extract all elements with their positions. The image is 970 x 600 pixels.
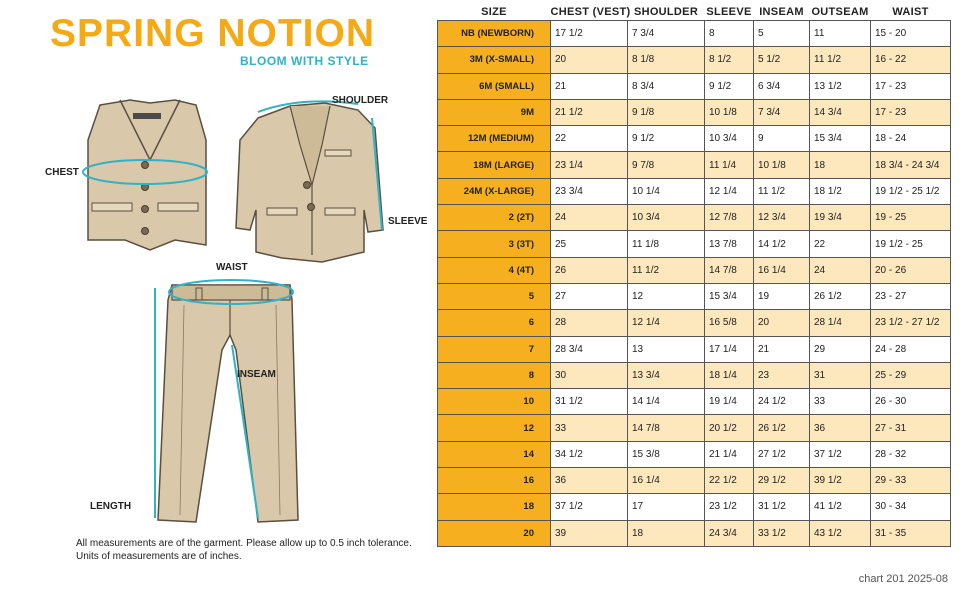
size-cell: 12 [438,415,551,441]
table-row [438,283,951,309]
measurement-cell: 23 3/4 [551,178,628,204]
column-header: SIZE [481,6,507,18]
measurement-cell: 10 1/8 [705,99,754,125]
measurement-cell: 41 1/2 [810,494,871,520]
measurement-cell: 8 1/8 [628,47,705,73]
measurement-cell: 24 - 28 [871,336,951,362]
table-row [438,231,951,257]
measurement-cell: 11 1/2 [628,257,705,283]
measurement-cell: 26 - 30 [871,389,951,415]
size-cell: 10 [438,389,551,415]
size-cell: 6M (SMALL) [438,73,551,99]
measurement-cell: 28 1/4 [810,310,871,336]
measurement-cell: 7 3/4 [628,21,705,47]
measurement-cell: 23 1/2 [705,494,754,520]
measurement-cell: 16 1/4 [628,468,705,494]
table-row [438,520,951,546]
measurement-cell: 12 7/8 [705,205,754,231]
measurement-cell: 31 - 35 [871,520,951,546]
table-row [438,336,951,362]
measurement-note [76,537,412,563]
measurement-cell: 17 1/4 [705,336,754,362]
jacket-illustration [236,101,383,262]
measurement-cell: 31 1/2 [551,389,628,415]
measurement-cell: 37 1/2 [551,494,628,520]
measurement-cell: 26 [551,257,628,283]
measurement-cell: 23 [754,362,810,388]
measurement-cell: 18 1/4 [705,362,754,388]
size-cell: 16 [438,468,551,494]
measurement-cell: 29 1/2 [754,468,810,494]
shoulder-label: SHOULDER [332,95,389,106]
measurement-cell: 16 1/4 [754,257,810,283]
table-row [438,99,951,125]
measurement-cell: 25 [551,231,628,257]
measurement-cell: 34 1/2 [551,441,628,467]
size-cell: 18 [438,494,551,520]
column-header: SHOULDER [633,6,699,18]
table-row [438,389,951,415]
measurement-cell: 12 1/4 [705,178,754,204]
table-row [438,257,951,283]
column-header: INSEAM [759,6,804,18]
measurement-cell: 19 1/2 - 25 1/2 [871,178,951,204]
measurement-cell: 20 1/2 [705,415,754,441]
measurement-cell: 24 [810,257,871,283]
size-cell: 12M (MEDIUM) [438,126,551,152]
measurement-cell: 15 3/8 [628,441,705,467]
brand-name: SPRING NOTION [50,12,376,55]
measurement-cell: 15 3/4 [705,283,754,309]
measurement-cell: 19 1/2 - 25 [871,231,951,257]
measurement-cell: 39 1/2 [810,468,871,494]
measurement-cell: 10 1/4 [628,178,705,204]
table-row [438,494,951,520]
size-cell: 3M (X-SMALL) [438,47,551,73]
length-label: LENGTH [90,501,132,512]
table-body [438,21,951,547]
brand-tagline: BLOOM WITH STYLE [240,54,369,68]
table-row [438,152,951,178]
measurement-cell: 26 1/2 [810,283,871,309]
measurement-cell: 19 1/4 [705,389,754,415]
measurement-cell: 9 1/2 [705,73,754,99]
measurement-cell: 30 - 34 [871,494,951,520]
measurement-cell: 9 [754,126,810,152]
size-cell: 6 [438,310,551,336]
measurement-cell: 10 3/4 [705,126,754,152]
measurement-cell: 14 7/8 [705,257,754,283]
measurement-cell: 13 7/8 [705,231,754,257]
size-cell: NB (NEWBORN) [438,21,551,47]
measurement-cell: 20 [754,310,810,336]
measurement-cell: 26 1/2 [754,415,810,441]
measurement-cell: 24 3/4 [705,520,754,546]
measurement-cell: 36 [810,415,871,441]
measurement-cell: 8 3/4 [628,73,705,99]
measurement-cell: 27 [551,283,628,309]
table-row [438,468,951,494]
measurement-cell: 5 1/2 [754,47,810,73]
measurement-cell: 16 - 22 [871,47,951,73]
measurement-cell: 10 3/4 [628,205,705,231]
measurement-cell: 24 1/2 [754,389,810,415]
size-cell: 24M (X-LARGE) [438,178,551,204]
measurement-cell: 31 [810,362,871,388]
measurement-cell: 27 1/2 [754,441,810,467]
table-row [438,21,951,47]
size-cell: 9M [438,99,551,125]
measurement-cell: 37 1/2 [810,441,871,467]
size-cell: 8 [438,362,551,388]
measurement-cell: 15 - 20 [871,21,951,47]
measurement-cell: 9 1/2 [628,126,705,152]
measurement-cell: 9 7/8 [628,152,705,178]
measurement-cell: 18 1/2 [810,178,871,204]
measurement-cell: 12 3/4 [754,205,810,231]
column-header: SLEEVE [706,6,752,18]
table-row [438,415,951,441]
measurement-cell: 8 1/2 [705,47,754,73]
measurement-cell: 23 1/2 - 27 1/2 [871,310,951,336]
measurement-cell: 14 1/2 [754,231,810,257]
measurement-cell: 11 1/2 [810,47,871,73]
measurement-cell: 12 [628,283,705,309]
measurement-cell: 16 5/8 [705,310,754,336]
measurement-cell: 11 [810,21,871,47]
measurement-cell: 13 [628,336,705,362]
measurement-cell: 18 - 24 [871,126,951,152]
measurement-cell: 11 1/4 [705,152,754,178]
measurement-cell: 10 1/8 [754,152,810,178]
measurement-cell: 19 3/4 [810,205,871,231]
measurement-cell: 43 1/2 [810,520,871,546]
size-table [437,4,951,547]
measurement-cell: 8 [705,21,754,47]
measurement-cell: 6 3/4 [754,73,810,99]
measurement-cell: 17 - 23 [871,99,951,125]
note-line-1: All measurements are of the garment. Please allow up to 0.5 inch tolerance. [76,538,412,549]
table-row [438,47,951,73]
measurement-cell: 33 1/2 [754,520,810,546]
measurement-cell: 18 [628,520,705,546]
chart-code: chart 201 2025-08 [858,573,948,585]
measurement-cell: 20 - 26 [871,257,951,283]
measurement-cell: 23 1/4 [551,152,628,178]
brand-logo [50,10,376,68]
measurement-cell: 33 [551,415,628,441]
note-line-2: Units of measurements are of inches. [76,551,242,562]
measurement-cell: 17 1/2 [551,21,628,47]
measurement-cell: 14 7/8 [628,415,705,441]
measurement-cell: 11 1/8 [628,231,705,257]
measurement-cell: 24 [551,205,628,231]
measurement-cell: 14 3/4 [810,99,871,125]
size-cell: 3 (3T) [438,231,551,257]
table-row [438,441,951,467]
measurement-cell: 28 - 32 [871,441,951,467]
measurement-cell: 25 - 29 [871,362,951,388]
measurement-cell: 21 1/2 [551,99,628,125]
table-row [438,73,951,99]
table-row [438,362,951,388]
measurement-cell: 27 - 31 [871,415,951,441]
size-cell: 2 (2T) [438,205,551,231]
measurement-cell: 13 3/4 [628,362,705,388]
measurement-cell: 22 1/2 [705,468,754,494]
measurement-cell: 23 - 27 [871,283,951,309]
measurement-cell: 29 - 33 [871,468,951,494]
measurement-cell: 15 3/4 [810,126,871,152]
table-header-row [438,4,951,21]
column-header: WAIST [892,6,929,18]
size-chart [437,4,950,547]
measurement-cell: 22 [551,126,628,152]
vest-illustration [83,100,207,250]
sleeve-label: SLEEVE [388,216,428,227]
measurement-cell: 17 - 23 [871,73,951,99]
table-row [438,178,951,204]
measurement-cell: 12 1/4 [628,310,705,336]
measurement-cell: 19 - 25 [871,205,951,231]
measurement-cell: 31 1/2 [754,494,810,520]
measurement-cell: 14 1/4 [628,389,705,415]
inseam-label: INSEAM [237,369,276,380]
measurement-cell: 29 [810,336,871,362]
measurement-cell: 21 1/4 [705,441,754,467]
waist-label: WAIST [216,262,248,273]
measurement-cell: 20 [551,47,628,73]
chest-label: CHEST [45,167,79,178]
table-row [438,205,951,231]
measurement-cell: 5 [754,21,810,47]
table-row [438,126,951,152]
measurement-cell: 36 [551,468,628,494]
measurement-cell: 28 [551,310,628,336]
measurement-cell: 17 [628,494,705,520]
measurement-cell: 13 1/2 [810,73,871,99]
size-cell: 5 [438,283,551,309]
measurement-cell: 39 [551,520,628,546]
size-cell: 7 [438,336,551,362]
measurement-cell: 18 3/4 - 24 3/4 [871,152,951,178]
pants-illustration [155,280,298,522]
measurement-cell: 28 3/4 [551,336,628,362]
measurement-cell: 11 1/2 [754,178,810,204]
measurement-cell: 30 [551,362,628,388]
measurement-cell: 21 [551,73,628,99]
measurement-cell: 21 [754,336,810,362]
measurement-cell: 19 [754,283,810,309]
size-cell: 14 [438,441,551,467]
measurement-cell: 33 [810,389,871,415]
size-cell: 20 [438,520,551,546]
table-row [438,310,951,336]
size-cell: 4 (4T) [438,257,551,283]
column-header: CHEST (VEST) [550,6,631,18]
garment-illustration [0,75,430,545]
size-cell: 18M (LARGE) [438,152,551,178]
measurement-cell: 9 1/8 [628,99,705,125]
measurement-cell: 18 [810,152,871,178]
measurement-cell: 7 3/4 [754,99,810,125]
measurement-cell: 22 [810,231,871,257]
column-header: OUTSEAM [811,6,869,18]
